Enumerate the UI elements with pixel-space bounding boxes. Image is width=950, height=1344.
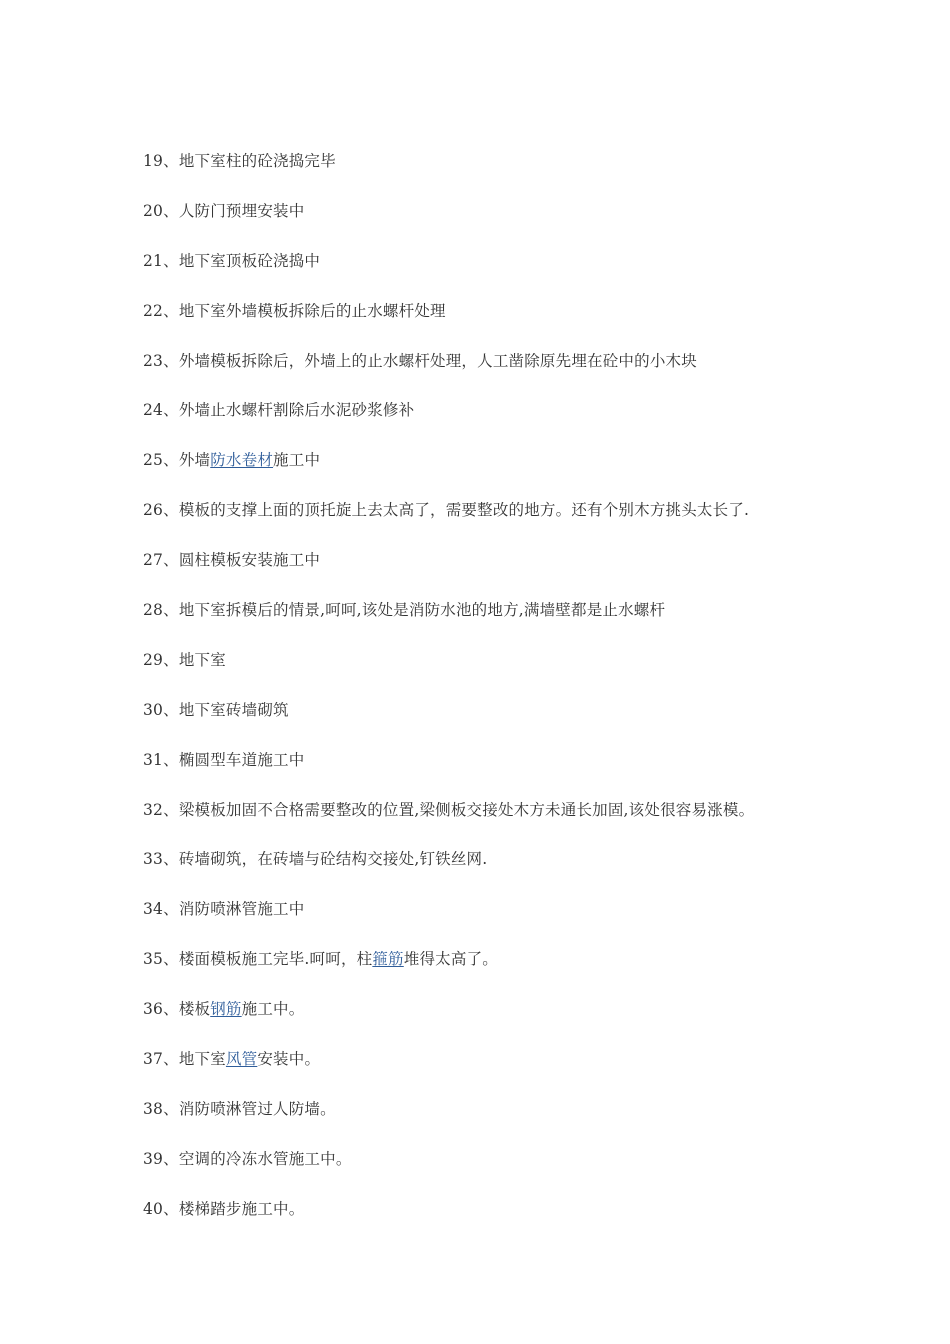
caption-text: 30、地下室砖墙砌筑 <box>143 700 289 719</box>
caption-list <box>143 149 923 1247</box>
caption-text: 36、楼板 <box>143 1000 211 1019</box>
link-rebar[interactable]: 钢筋 <box>210 1000 242 1019</box>
list-item <box>143 448 923 498</box>
caption-text: 29、地下室 <box>143 650 226 669</box>
caption-text: 22、地下室外墙模板拆除后的止水螺杆处理 <box>143 301 446 320</box>
list-item <box>143 1197 923 1247</box>
list-item <box>143 398 923 448</box>
caption-text: 25、外墙 <box>143 451 211 470</box>
link-stirrup[interactable]: 箍筋 <box>372 950 404 969</box>
link-air-duct[interactable]: 风管 <box>225 1050 258 1069</box>
list-item <box>143 947 923 997</box>
list-item <box>143 648 923 698</box>
list-item <box>143 798 923 848</box>
link-waterproof-membrane[interactable]: 防水卷材 <box>210 451 274 470</box>
caption-text: 堆得太高了。 <box>403 950 498 969</box>
caption-text: 38、消防喷淋管过人防墙。 <box>143 1099 336 1118</box>
list-item <box>143 249 923 299</box>
caption-text: 施工中。 <box>241 1000 305 1019</box>
list-item <box>143 199 923 249</box>
list-item <box>143 1147 923 1197</box>
list-item <box>143 997 923 1047</box>
list-item <box>143 698 923 748</box>
list-item <box>143 748 923 798</box>
caption-text: 27、圆柱模板安装施工中 <box>143 551 321 570</box>
caption-text: 21、地下室顶板砼浇捣中 <box>143 251 321 270</box>
caption-text: 26、模板的支撑上面的顶托旋上去太高了，需要整改的地方。还有个别木方挑头太长了. <box>143 501 750 520</box>
list-item <box>143 598 923 648</box>
caption-text: 24、外墙止水螺杆割除后水泥砂浆修补 <box>143 401 415 420</box>
list-item <box>143 349 923 399</box>
caption-text: 28、地下室拆模后的情景,呵呵,该处是消防水池的地方,满墙壁都是止水螺杆 <box>143 601 666 620</box>
list-item <box>143 897 923 947</box>
list-item <box>143 299 923 349</box>
caption-text: 33、砖墙砌筑，在砖墙与砼结构交接处,钉铁丝网. <box>143 850 488 869</box>
caption-text: 安装中。 <box>257 1050 321 1069</box>
caption-text: 19、地下室柱的砼浇捣完毕 <box>143 152 336 170</box>
list-item <box>143 149 923 199</box>
caption-text: 34、消防喷淋管施工中 <box>143 900 305 919</box>
list-item <box>143 1047 923 1097</box>
list-item <box>143 498 923 548</box>
caption-text: 32、梁模板加固不合格需要整改的位置,梁侧板交接处木方未通长加固,该处很容易涨模。 <box>143 800 755 819</box>
caption-text: 37、地下室 <box>143 1050 226 1069</box>
caption-text: 施工中 <box>273 451 321 470</box>
list-item <box>143 548 923 598</box>
caption-text: 39、空调的冷冻水管施工中。 <box>143 1149 352 1168</box>
list-item <box>143 1097 923 1147</box>
caption-text: 23、外墙模板拆除后，外墙上的止水螺杆处理，人工凿除原先埋在砼中的小木块 <box>143 351 697 370</box>
caption-text: 40、楼梯踏步施工中。 <box>143 1199 305 1218</box>
list-item <box>143 847 923 897</box>
caption-text: 20、人防门预埋安装中 <box>143 201 305 220</box>
caption-text: 31、椭圆型车道施工中 <box>143 750 305 769</box>
caption-text: 35、楼面模板施工完毕.呵呵，柱 <box>143 950 373 969</box>
